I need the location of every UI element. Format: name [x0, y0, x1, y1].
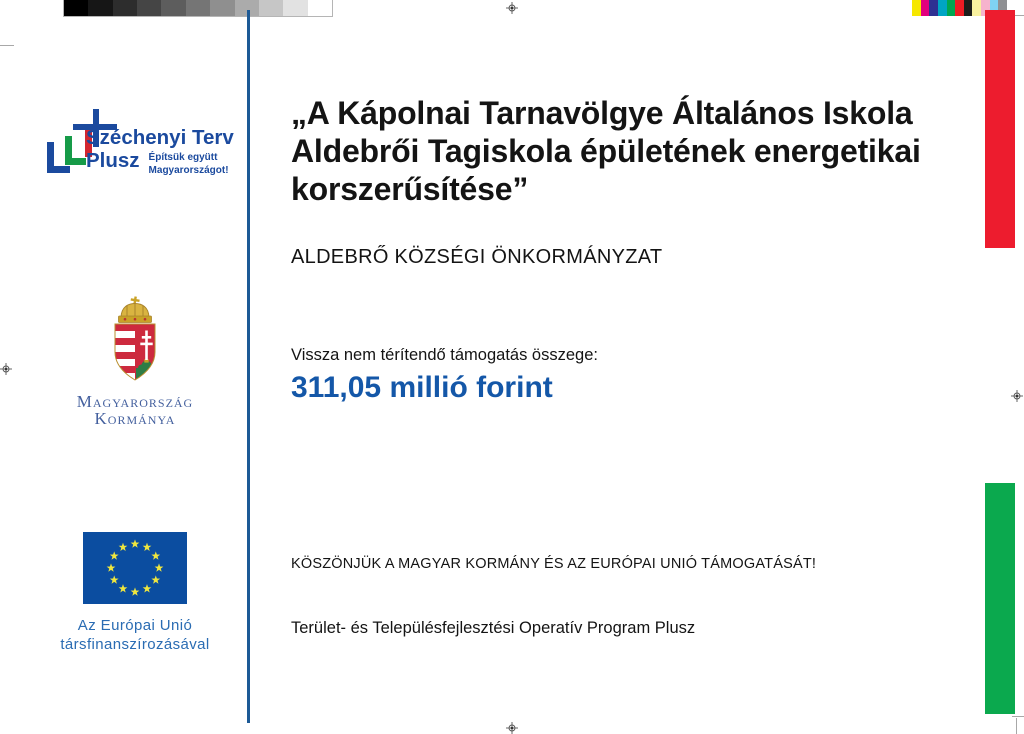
government-label-line2: Kormánya [94, 409, 176, 428]
government-label-line1: Magyarország [76, 392, 194, 411]
eu-label-line1: Az Európai Unió [77, 617, 193, 634]
registration-mark-icon [1011, 390, 1023, 402]
vertical-divider [247, 10, 250, 723]
support-amount-value: 311,05 millió forint [291, 371, 553, 404]
eu-label-line2: társfinanszírozásával [60, 636, 210, 653]
beneficiary-name: ALDEBRŐ KÖZSÉGI ÖNKORMÁNYZAT [291, 246, 663, 268]
flag-green-bar [985, 483, 1015, 714]
szechenyi-tagline-line2: Magyarországot! [148, 164, 229, 176]
crop-mark [1012, 716, 1024, 717]
registration-mark-icon [506, 2, 518, 14]
szechenyi-logo-name-line1: Széchenyi Terv [86, 126, 234, 149]
registration-mark-icon [506, 722, 518, 734]
thanks-line: KÖSZÖNJÜK A MAGYAR KORMÁNY ÉS AZ EURÓPAI UNIÓ TÁMOGATÁSÁT! [291, 556, 817, 572]
hungary-government-logo [70, 296, 200, 427]
grayscale-calibration-bar [63, 0, 333, 17]
crop-mark [0, 45, 14, 46]
szechenyi-terv-plusz-logo [46, 101, 241, 193]
szechenyi-logo-name-line2: Plusz [86, 149, 140, 172]
flag-red-bar [985, 10, 1015, 248]
project-title: „A Kápolnai Tarnavölgye Általános Iskola Aldebrői Tagiskola épületének energetikai korszerűsítése” [291, 95, 921, 207]
eu-cofunding-logo [60, 532, 210, 654]
szechenyi-tagline-line1: Építsük együtt [148, 152, 218, 163]
hungarian-coat-of-arms-icon [105, 296, 165, 382]
registration-mark-icon [0, 363, 12, 375]
crop-mark [1016, 718, 1017, 734]
eu-flag-icon [83, 532, 187, 604]
support-amount-label: Vissza nem térítendő támogatás összege: [291, 346, 598, 364]
program-name: Terület- és Településfejlesztési Operatív Program Plusz [291, 619, 696, 637]
